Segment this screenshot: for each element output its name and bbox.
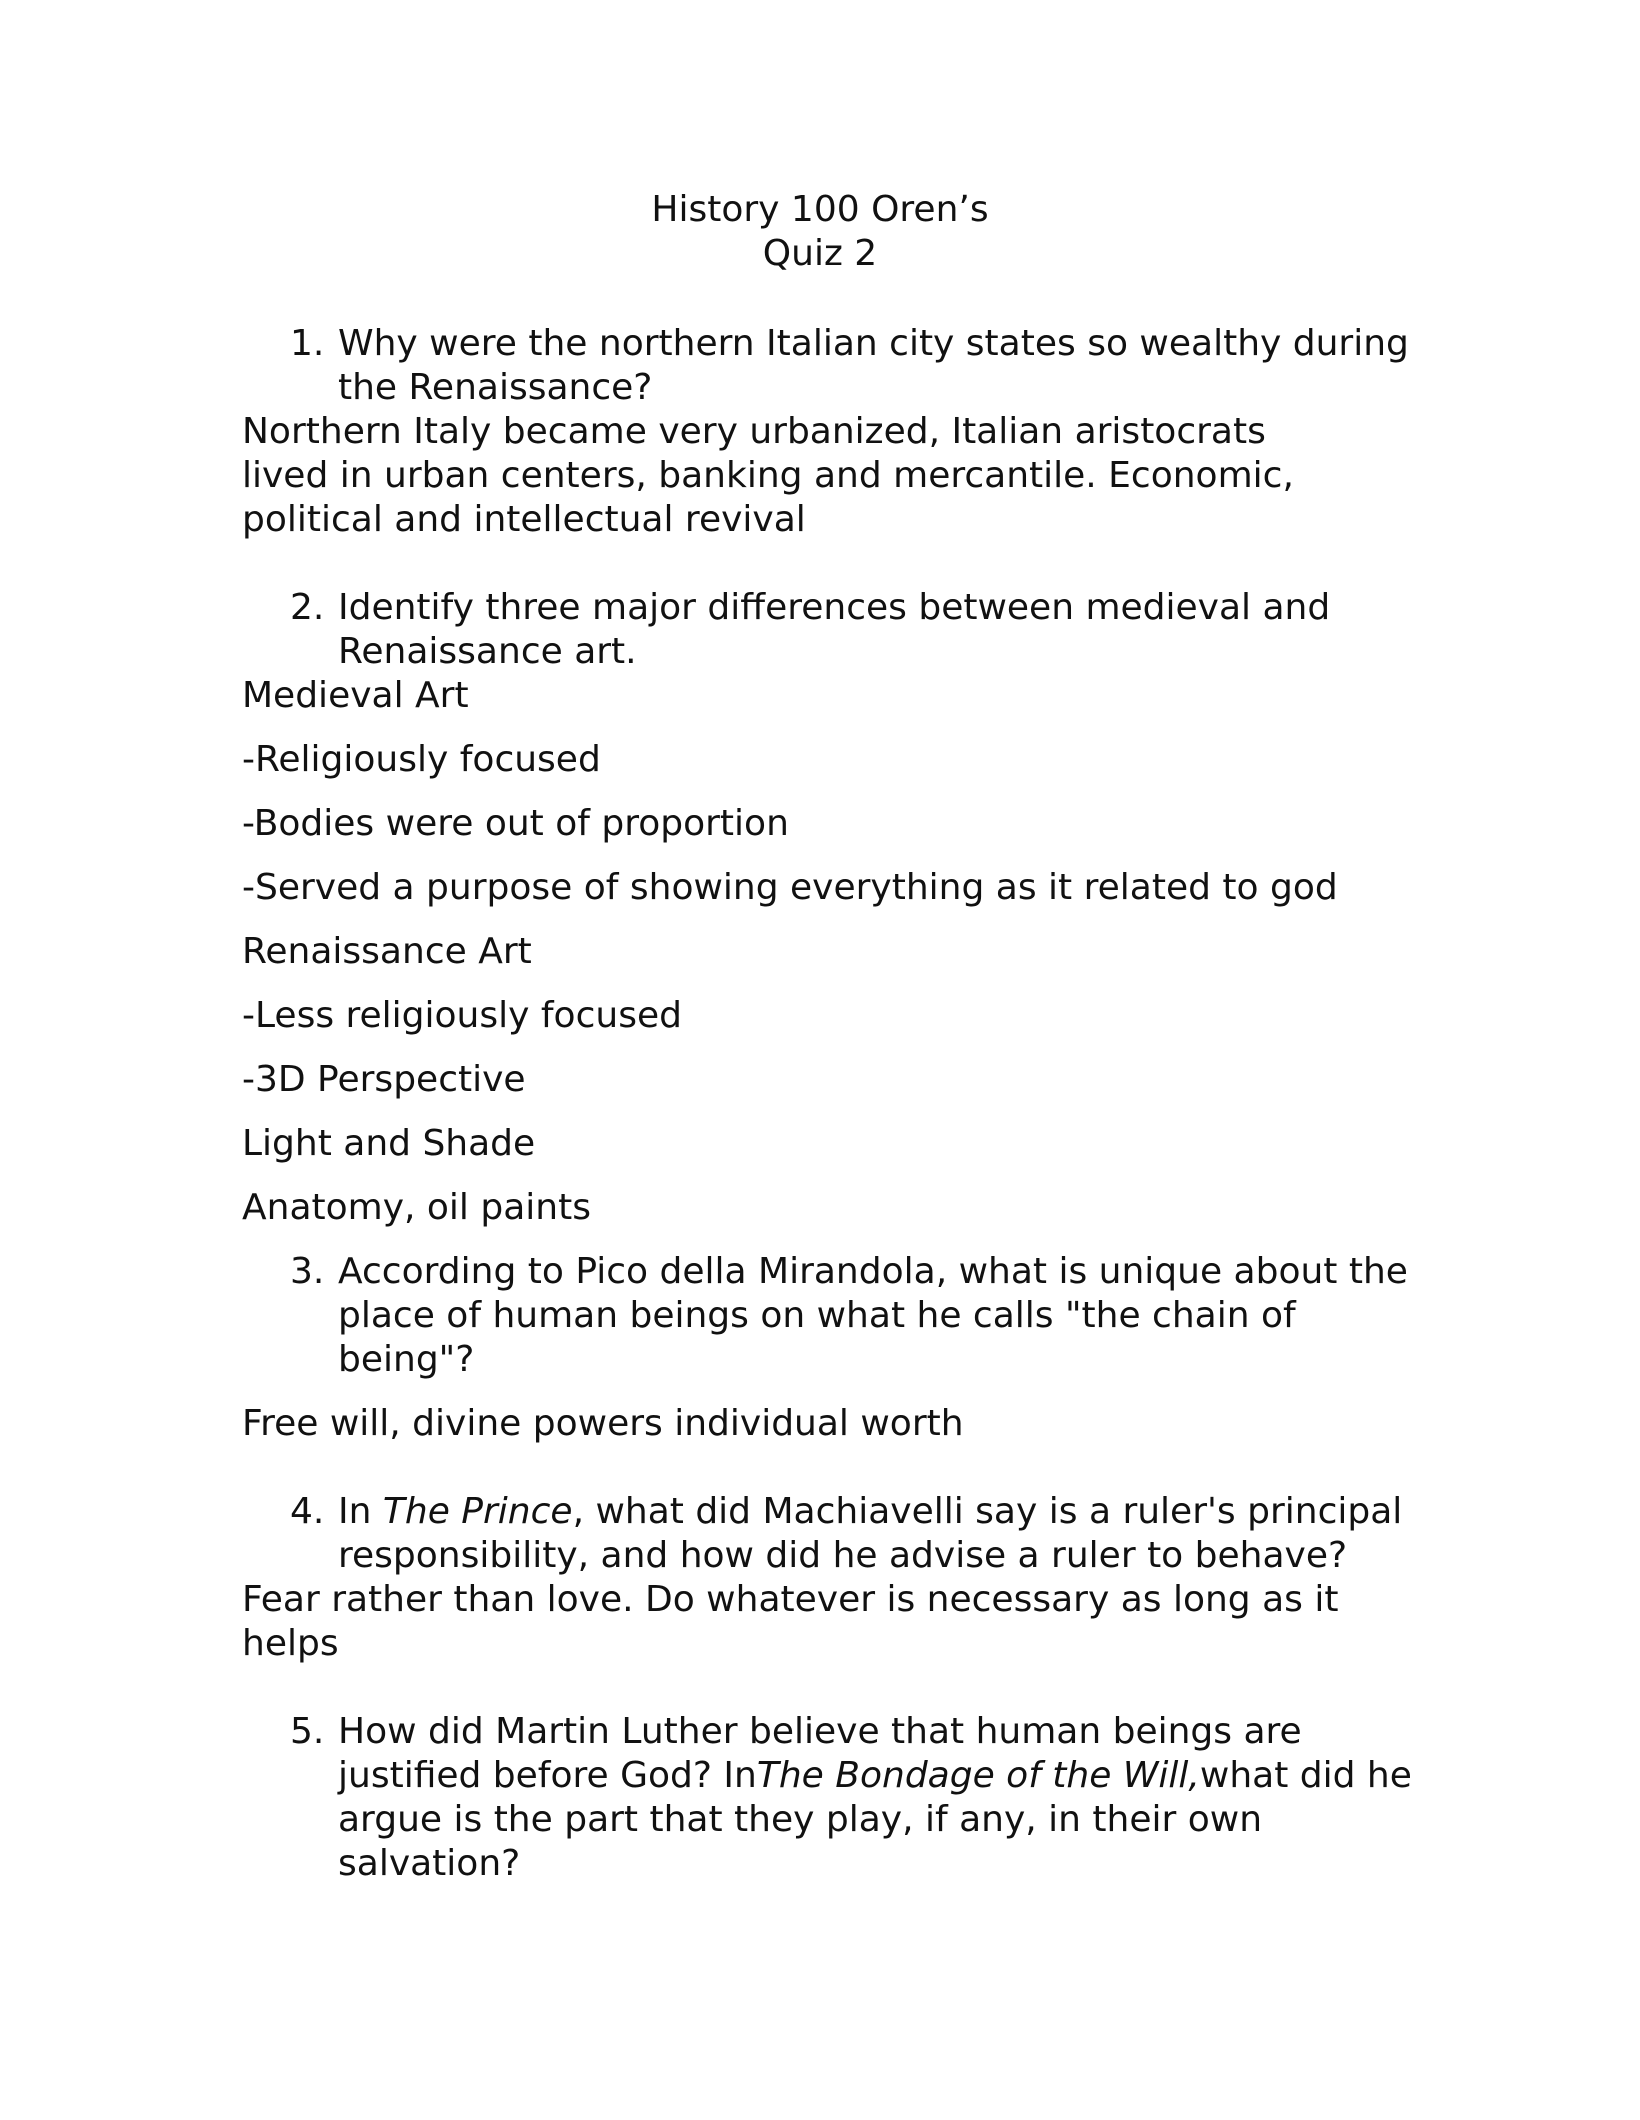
question-text-part: In bbox=[338, 1491, 383, 1532]
question-text: Identify three major differences between medieval and Renaissance art. bbox=[338, 587, 1331, 672]
book-title: The Prince bbox=[382, 1491, 573, 1532]
renaissance-heading: Renaissance Art bbox=[242, 931, 532, 972]
list-item: -Religiously focused bbox=[242, 739, 601, 780]
question-text: Why were the northern Italian city states so wealthy during the Renaissance? bbox=[338, 323, 1409, 408]
quiz-header bbox=[0, 188, 1640, 276]
question-text-part: what did he argue is the part that they play, if any, in their own salvation? bbox=[338, 1755, 1412, 1884]
question-number: 3. bbox=[290, 1251, 325, 1292]
question-2 bbox=[242, 586, 1432, 674]
question-number: 4. bbox=[290, 1491, 325, 1532]
answer-1 bbox=[242, 410, 1432, 542]
course-title: History 100 Oren’s bbox=[651, 189, 989, 230]
question-text bbox=[338, 1710, 1432, 1886]
list-item: -Served a purpose of showing everything as it related to god bbox=[242, 867, 1338, 908]
answer-3 bbox=[242, 1402, 1432, 1446]
list-item: Anatomy, oil paints bbox=[242, 1187, 591, 1228]
book-title: The Bondage of the Will, bbox=[756, 1755, 1200, 1796]
medieval-heading: Medieval Art bbox=[242, 675, 469, 716]
answer-line: lived in urban centers, banking and mercantile. Economic, bbox=[242, 455, 1294, 496]
question-3 bbox=[242, 1250, 1432, 1382]
question-1 bbox=[242, 322, 1432, 410]
answer-line: Free will, divine powers individual worth bbox=[242, 1403, 964, 1444]
list-item: -Less religiously focused bbox=[242, 995, 682, 1036]
answer-line: Fear rather than love. Do whatever is necessary as long as it bbox=[242, 1579, 1339, 1620]
answer-2 bbox=[242, 674, 1432, 1230]
question-text: According to Pico della Mirandola, what is unique about the place of human beings on what he calls "the chain of being"? bbox=[338, 1251, 1408, 1380]
question-text bbox=[338, 1490, 1432, 1578]
question-5 bbox=[242, 1710, 1432, 1886]
answer-4 bbox=[242, 1578, 1432, 1666]
question-number: 5. bbox=[290, 1711, 325, 1752]
question-4 bbox=[242, 1490, 1432, 1578]
list-item: -3D Perspective bbox=[242, 1059, 526, 1100]
answer-line: Northern Italy became very urbanized, Italian aristocrats bbox=[242, 411, 1266, 452]
question-number: 1. bbox=[290, 323, 325, 364]
question-number: 2. bbox=[290, 587, 325, 628]
question-text-part: , what did Machiavelli say is a ruler's principal responsibility, and how did he advise a ruler to behave? bbox=[338, 1491, 1403, 1576]
quiz-title: Quiz 2 bbox=[762, 233, 878, 274]
quiz-content bbox=[242, 322, 1432, 1886]
question-text-part: How did Martin Luther believe that human beings are justified before God? In bbox=[338, 1711, 1302, 1796]
answer-line: political and intellectual revival bbox=[242, 499, 806, 540]
list-item: -Bodies were out of proportion bbox=[242, 803, 789, 844]
list-item: Light and Shade bbox=[242, 1123, 536, 1164]
answer-line: helps bbox=[242, 1623, 339, 1664]
